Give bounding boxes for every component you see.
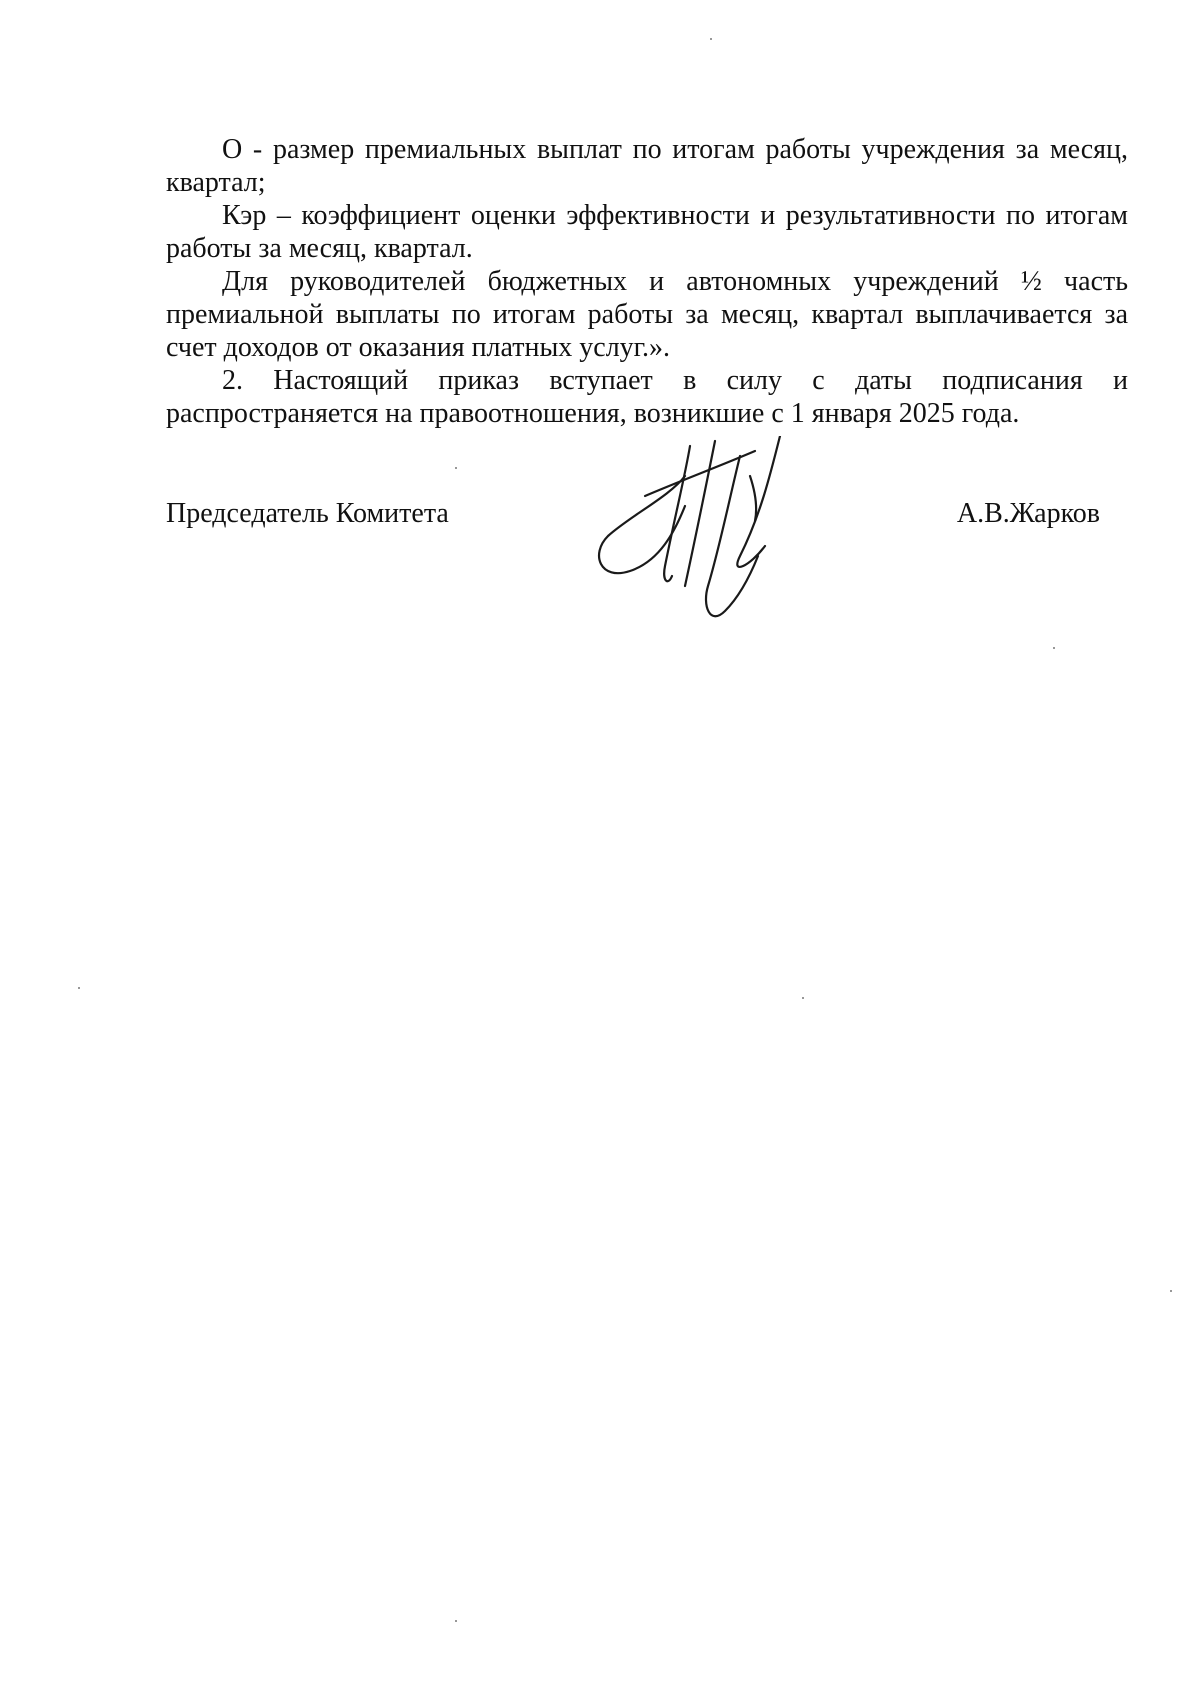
scan-speck [455,1620,457,1622]
signatory-position: Председатель Комитета [166,498,449,529]
scan-speck [455,467,457,469]
scan-speck [1053,647,1055,649]
paragraph-o-definition: О - размер премиальных выплат по итогам работы учреждения за месяц, квартал; [166,134,1128,198]
paragraph-ker-definition: Кэр – коэффициент оценки эффективности и результативности по итогам работы за месяц, квартал. [166,200,1128,264]
paragraph-effective-date: 2. Настоящий приказ вступает в силу с даты подписания и распространяется на правоотношения, возникшие с 1 января 2025 года. [166,365,1128,429]
scan-speck [78,987,80,989]
scan-speck [802,997,804,999]
document-body [166,133,1128,430]
signatory-name: А.В.Жарков [956,498,1100,529]
paragraph-managers-bonus: Для руководителей бюджетных и автономных учреждений ½ часть премиальной выплаты по итогам работы за месяц, квартал выплачивается за счет доходов от оказания платных услуг.». [166,266,1128,363]
scan-speck [1170,1290,1172,1292]
handwritten-signature [590,436,830,626]
scan-speck [710,38,712,40]
